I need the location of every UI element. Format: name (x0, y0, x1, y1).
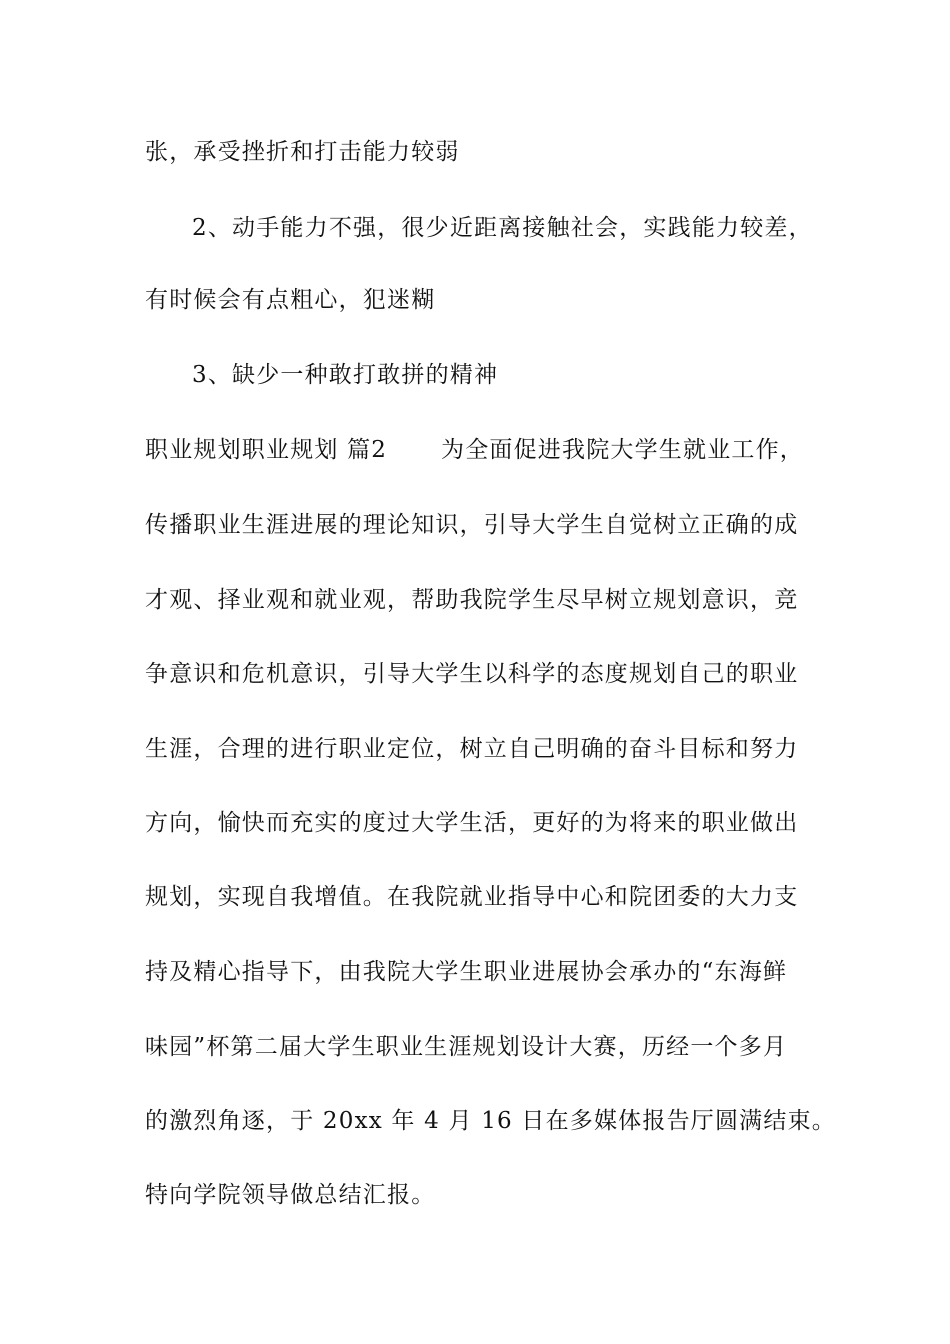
text-line: 有时候会有点粗心，犯迷糊 (145, 287, 436, 313)
section-first-line: 为全面促进我院大学生就业工作， (441, 437, 804, 463)
section-heading-line (145, 435, 804, 465)
paragraph-line: 的激烈角逐，于 20xx 年 4 月 16 日在多媒体报告厅圆满结束。 (145, 1108, 836, 1134)
paragraph-line: 规划，实现自我增值。在我院就业指导中心和院团委的大力支 (145, 884, 799, 910)
paragraph-line: 味园”杯第二届大学生职业生涯规划设计大赛，历经一个多月 (145, 1034, 788, 1060)
paragraph-line: 持及精心指导下，由我院大学生职业进展协会承办的“东海鲜 (145, 959, 788, 985)
paragraph-line: 方向，愉快而充实的度过大学生活，更好的为将来的职业做出 (145, 810, 799, 836)
paragraph-line: 才观、择业观和就业观，帮助我院学生尽早树立规划意识，竞 (145, 587, 799, 613)
paragraph-line: 特向学院领导做总结汇报。 (145, 1182, 436, 1208)
text-line: 张，承受挫折和打击能力较弱 (145, 139, 460, 165)
paragraph-line: 传播职业生涯进展的理论知识，引导大学生自觉树立正确的成 (145, 512, 799, 538)
paragraph-line: 争意识和危机意识，引导大学生以科学的态度规划自己的职业 (145, 661, 799, 687)
paragraph-line: 生涯，合理的进行职业定位，树立自己明确的奋斗目标和努力 (145, 736, 799, 762)
list-item-2: 2、动手能力不强，很少近距离接触社会，实践能力较差， (192, 215, 813, 241)
list-item-3: 3、缺少一种敢打敢拼的精神 (192, 362, 499, 388)
section-title: 职业规划职业规划 篇2 (145, 437, 388, 463)
